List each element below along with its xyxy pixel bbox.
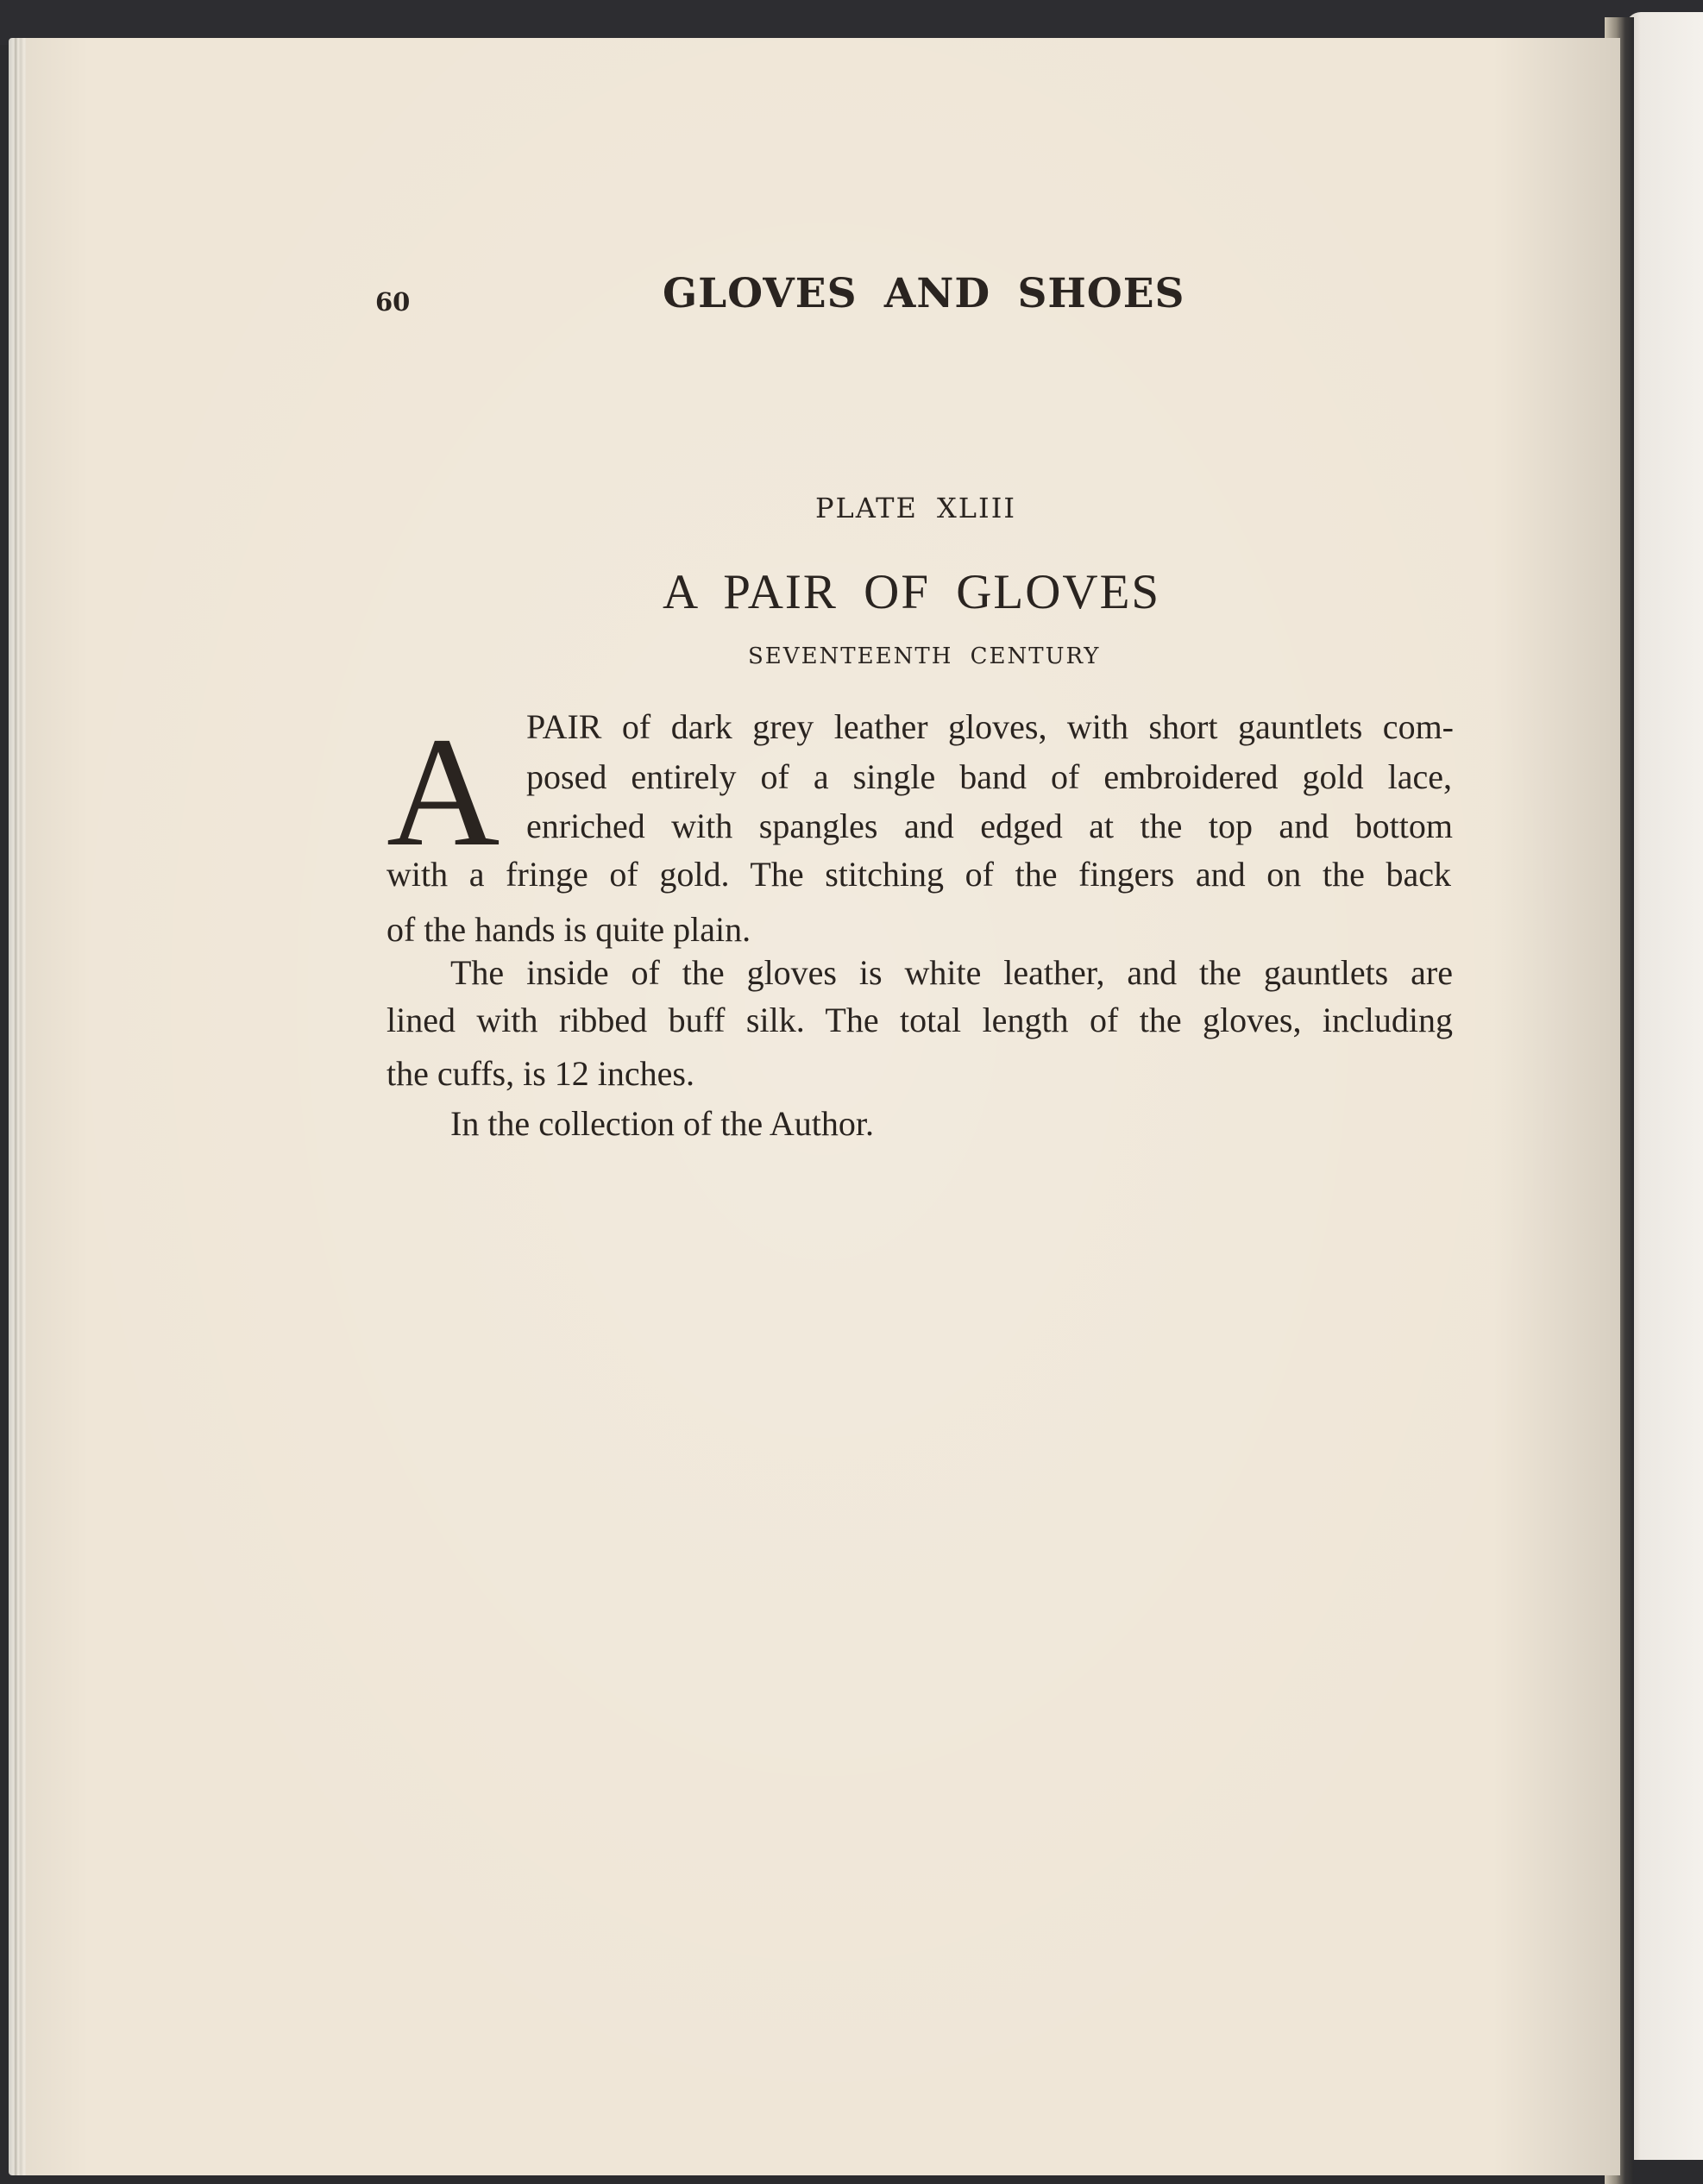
running-title: GLOVES AND SHOES [663, 270, 1185, 317]
body-line-6: The inside of the gloves is white leather, and the gauntlets are [450, 953, 1453, 992]
body-line-7: lined with ribbed buff silk. The total length of the gloves, including [386, 1001, 1453, 1039]
body-line-1: PAIR of dark grey leather gloves, with short gauntlets com- [526, 707, 1454, 746]
body-line-4: with a fringe of gold. The stitching of the fingers and on the back [386, 855, 1451, 894]
drop-cap: A [386, 706, 500, 879]
facing-page [1625, 12, 1703, 2160]
plate-label: PLATE XLIII [815, 492, 1016, 524]
plate-subtitle: SEVENTEENTH CENTURY [748, 643, 1101, 669]
body-line-5: of the hands is quite plain. [386, 910, 751, 949]
page-number: 60 [375, 287, 411, 317]
plate-title: A PAIR OF GLOVES [663, 565, 1161, 619]
body-line-8: the cuffs, is 12 inches. [386, 1054, 694, 1093]
body-line-9: In the collection of the Author. [450, 1104, 874, 1143]
body-line-2: posed entirely of a single band of embroidered gold lace, [526, 757, 1452, 796]
body-line-3: enriched with spangles and edged at the top and bottom [526, 806, 1453, 845]
